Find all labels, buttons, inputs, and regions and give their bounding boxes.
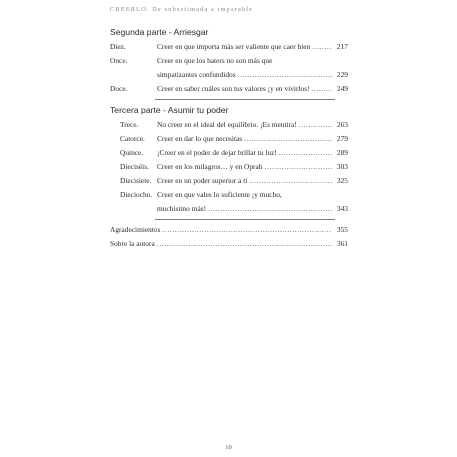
chapter-title: Creer en que los haters no son más que — [157, 56, 273, 65]
chapter-number: Diecisiete. — [120, 176, 152, 185]
chapter-number: Dieciocho. — [120, 190, 153, 199]
section-divider — [155, 219, 335, 220]
toc-entry-once[interactable] — [110, 56, 348, 67]
chapter-title: muchísimo más! — [157, 204, 207, 213]
leader-dots — [299, 120, 332, 129]
chapter-title: Creer en un poder superior a ti — [157, 176, 248, 185]
toc-entry-trece[interactable] — [120, 120, 348, 131]
leader-dots — [265, 162, 333, 171]
section-title-segunda-parte: Segunda parte - Arriesgar — [110, 27, 209, 37]
toc-entry-doce[interactable] — [110, 84, 348, 95]
toc-entry-dieciocho[interactable] — [120, 190, 348, 201]
running-header: CREERLO. De subestimada a imparable — [110, 6, 254, 13]
chapter-number: Dieciséis. — [120, 162, 149, 171]
page-number: 361 — [336, 239, 348, 248]
chapter-number: Once. — [110, 56, 128, 65]
leader-dots — [279, 148, 332, 157]
chapter-title: Creer en los milagros… y en Oprah — [157, 162, 263, 171]
toc-entry-dieciocho-continued[interactable] — [157, 204, 348, 215]
section-divider — [155, 99, 335, 100]
leader-dots — [312, 42, 332, 51]
toc-entry-quince[interactable] — [120, 148, 348, 159]
page-number: 249 — [336, 84, 348, 93]
page-number: 343 — [336, 204, 348, 213]
page-number: 325 — [336, 176, 348, 185]
chapter-number: Doce. — [110, 84, 128, 93]
chapter-title: Creer en que importa más ser valiente que caer bien — [157, 42, 311, 51]
leader-dots — [157, 239, 332, 248]
toc-entry-catorce[interactable] — [120, 134, 348, 145]
page-number: 217 — [336, 42, 348, 51]
chapter-title: Agradecimientos — [110, 225, 161, 234]
toc-entry-once-continued[interactable] — [157, 70, 348, 81]
chapter-title: Creer en saber cuáles son tus valores ¡y en vivirlos! — [157, 84, 310, 93]
leader-dots — [238, 70, 332, 79]
page-number: 229 — [336, 70, 348, 79]
chapter-title: ¡Creer en el poder de dejar brillar tu luz! — [157, 148, 277, 157]
chapter-number: Diez. — [110, 42, 126, 51]
page-number: 289 — [336, 148, 348, 157]
leader-dots — [163, 225, 333, 234]
leader-dots — [208, 204, 332, 213]
toc-entry-dieciseis[interactable] — [120, 162, 348, 173]
toc-entry-agradecimientos[interactable] — [110, 225, 348, 236]
toc-entry-diecisiete[interactable] — [120, 176, 348, 187]
chapter-title: simpatizantes confundidos — [157, 70, 236, 79]
chapter-title: No creer en el ideal del equilibrio. ¡Es mentira! — [157, 120, 297, 129]
page-number: 279 — [336, 134, 348, 143]
chapter-title: Creer en que vales lo suficiente ¡y mucho, — [157, 190, 282, 199]
leader-dots — [312, 84, 333, 93]
leader-dots — [244, 134, 332, 143]
toc-entry-sobre-la-autora[interactable] — [110, 239, 348, 250]
section-title-tercera-parte: Tercera parte - Asumir tu poder — [110, 105, 229, 115]
chapter-title: Sobre la autora — [110, 239, 155, 248]
page-number: 303 — [336, 162, 348, 171]
page-folio: 10 — [225, 444, 232, 451]
chapter-number: Trece. — [120, 120, 139, 129]
page-number: 355 — [336, 225, 348, 234]
chapter-number: Quince. — [120, 148, 144, 157]
leader-dots — [249, 176, 332, 185]
toc-entry-diez[interactable] — [110, 42, 348, 53]
chapter-title: Creer en dar lo que necesitas — [157, 134, 243, 143]
chapter-number: Catorce. — [120, 134, 145, 143]
page-number: 263 — [336, 120, 348, 129]
